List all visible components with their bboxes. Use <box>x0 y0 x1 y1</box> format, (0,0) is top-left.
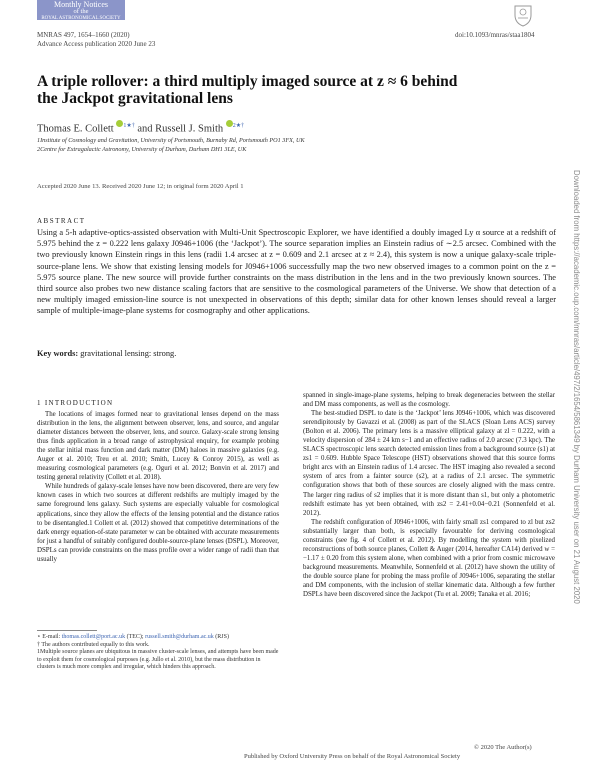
keywords-label: Key words: <box>37 349 79 358</box>
publisher-line: Published by Oxford University Press on behalf of the Royal Astronomical Society <box>244 753 461 760</box>
paper-title <box>37 73 557 107</box>
download-watermark <box>571 170 581 640</box>
paragraph: spanned in single-image-plane systems, helping to break degeneracies between the stellar and DM mass components, as well as the cosmology. <box>303 392 555 409</box>
orcid-icon[interactable] <box>226 120 233 127</box>
email-footnote <box>37 634 279 642</box>
journal-logo <box>37 0 125 20</box>
keywords <box>37 349 176 358</box>
paragraph: The best-studied DSPL to date is the ‘Jackpot’ lens J0946+1006, which was discovered serendipitously by Gavazzi et al. (2008) as part of the SLACS (Sloan Lens ACS) survey (Bolton et al. 2006). The primary lens is a massive elliptical galaxy at zl = 0.222, with a velocity dispersion of 284 ± 24 km s−1 and an effective radius of 2.0 arcsec (7.3 kpc). The SLACS spectroscopic lens search detected emission lines from a background source (s1) at zs1 = 0.609. Hubble Space Telescope (HST) observations showed that this source forms bright arcs with an Einstein radius of 1.4 arcsec. The HST imaging also revealed a second system of arcs from a fainter source (s2), at a radius of 2.1 arcsec. The symmetric configuration shows that both of these sources are closely aligned with the mass centre. The larger ring radius of s2 implies that it is more distant than s1, but only a photometric redshift estimate has yet been obtained, with zs2 = 2.41+0.04−0.21 (Sonnenfeld et al. 2012). <box>303 410 555 517</box>
doi-link[interactable]: doi:10.1093/mnras/staa1804 <box>455 31 535 39</box>
keywords-list: gravitational lensing: strong. <box>80 349 177 358</box>
column-right <box>303 391 555 599</box>
author-1[interactable]: Thomas E. Collett <box>37 123 114 135</box>
abstract-text: Using a 5-h adaptive-optics-assisted observation with Multi-Unit Spectroscopic Explorer, we have identified a doubly imaged Ly α source at a redshift of 5.975 behind the z = 0.222 lens galaxy J0946+1006 (the ‘Jackpot’). The source separation implies an Einstein radius of ∼2.5 arcsec. Combined with the two previously known Einstein rings in this lens (radii 1.4 arcsec at z = 0.609 and 2.1 arcsec at z ≈ 2.4), this system is now a unique galaxy-scale triple-source-plane lens. We show that existing lensing models for J0946+1006 successfully map the two new observed images to a common point on the z = 5.975 source plane. The new source will provide further constraints on the mass distribution in the lens and in the two previously known sources. The third source also probes two new distance scaling factors that are sensitive to the cosmological parameters of the Universe. We show that detection of a new multiply imaged emission-line source is not unexpected in observations of this depth; similar data for other known lenses should reveal a larger sample of multiple-image-plane systems for cosmography and other applications. <box>37 228 556 316</box>
affiliation-2: 2Centre for Extragalactic Astronomy, University of Durham, Durham DH1 3LE, UK <box>37 146 247 153</box>
footnote-divider <box>37 630 97 631</box>
journal-name: Monthly Notices <box>54 0 108 9</box>
paragraph: The locations of images formed near to gravitational lenses depend on the mass distribution in the lens, the alignment between observer, lens, and source, and angular diameter distances between the observer, lens, and source. Galaxy-scale strong lensing thus finds application in a broad range of astrophysical enquiry, for example probing the stellar initial mass function and dark matter (DM) haloes in massive galaxies (e.g. Auger et al. 2010; Treu et al. 2010; Smith, Lucey & Conroy 2015), as well as measuring cosmological parameters (e.g. Oguri et al. 2012; Bonvin et al. 2017) and testing general relativity (Collett et al. 2018). <box>37 411 279 482</box>
journal-society: ROYAL ASTRONOMICAL SOCIETY <box>41 16 121 21</box>
abstract-heading: ABSTRACT <box>37 217 86 225</box>
title-line-1: A triple rollover: a third multiply imaged source at z ≈ 6 behind <box>37 73 458 90</box>
email-owner-2: (RJS) <box>215 634 229 640</box>
paragraph: While hundreds of galaxy-scale lenses have now been discovered, there are very few known cases in which two sources at different redshifts are multiply imaged by the same foreground lens galaxy. Such systems are especially valuable for cosmological applications, since they allow the effects of the lensing potential and the distance ratios to be disentangled.1 Collett et al. (2012) showed that competitive determinations of the dark energy equation-of-state parameter w can be obtained with accurate measurements for just a handful of suitably configured double-source-plane lenses (DSPL). Moreover, DSPLs can provide constraints on the mass profile over a wider range of radii than that usually <box>37 483 279 563</box>
author-1-marks: 1★† <box>123 123 135 129</box>
journal-name-of: of the <box>73 7 89 15</box>
received-dates: Accepted 2020 June 13. Received 2020 June 12; in original form 2020 April 1 <box>37 183 244 190</box>
author-list <box>37 120 244 135</box>
citation: MNRAS 497, 1654–1660 (2020) <box>37 31 130 39</box>
footnotes <box>37 634 279 672</box>
email-link-1[interactable]: thomas.collett@port.ac.uk <box>61 634 126 640</box>
equal-contribution-note: † The authors contributed equally to this work. <box>37 641 150 648</box>
download-watermark-text[interactable]: Downloaded from https://academic.oup.com/mnras/article/497/2/1654/5861349 by Durham University user on 21 August 2020 <box>572 170 581 604</box>
paragraph: The redshift configuration of J0946+1006, with fairly small zs1 compared to zl but zs2 substantially larger than both, is especially favourable for deriving cosmological constraints (see fig. 4 of Collett et al. 2012). By modelling the system with pixelized reconstructions of both source planes, Collett & Auger (2014, hereafter CA14) derived w = −1.17 ± 0.20 from this system alone, when combined with a prior from cosmic microwave background measurements. Meanwhile, Sonnenfeld et al. (2012) have shown the utility of the double source plane for probing the mass profile of J0946+1006, separating the stellar and DM components, with the inclusion of stellar kinematic data. Although a few further DSPLs have been discovered since the Jackpot (Tu et al. 2009; Tanaka et al. 2016; <box>303 518 555 599</box>
author-2-marks: 2★† <box>232 123 245 129</box>
column-left <box>37 410 279 564</box>
email-link-2[interactable]: russell.smith@durham.ac.uk <box>145 634 214 640</box>
author-2[interactable]: Russell J. Smith <box>155 123 224 135</box>
email-owner-1: (TEC); <box>126 634 144 640</box>
copyright: © 2020 The Author(s) <box>474 744 532 751</box>
title-line-2: the Jackpot gravitational lens <box>37 90 233 107</box>
section-heading: 1 INTRODUCTION <box>37 399 114 407</box>
author-conjunction: and <box>137 123 153 135</box>
affiliation-1: 1Institute of Cosmology and Gravitation, University of Portsmouth, Burnaby Rd, Portsmouth PO1 3FX, UK <box>37 137 305 144</box>
access-date: Advance Access publication 2020 June 23 <box>37 40 156 48</box>
email-label: ⋆ E-mail: <box>37 634 61 640</box>
society-crest-icon <box>512 3 534 27</box>
footnote-1: 1Multiple source planes are ubiquitous in massive cluster-scale lenses, and attempts have been made to exploit them for cosmological purposes (e.g. Jullo et al. 2010), but the mass distribution in clusters is much more complex and irregular, which hinders this approach. <box>37 649 279 671</box>
